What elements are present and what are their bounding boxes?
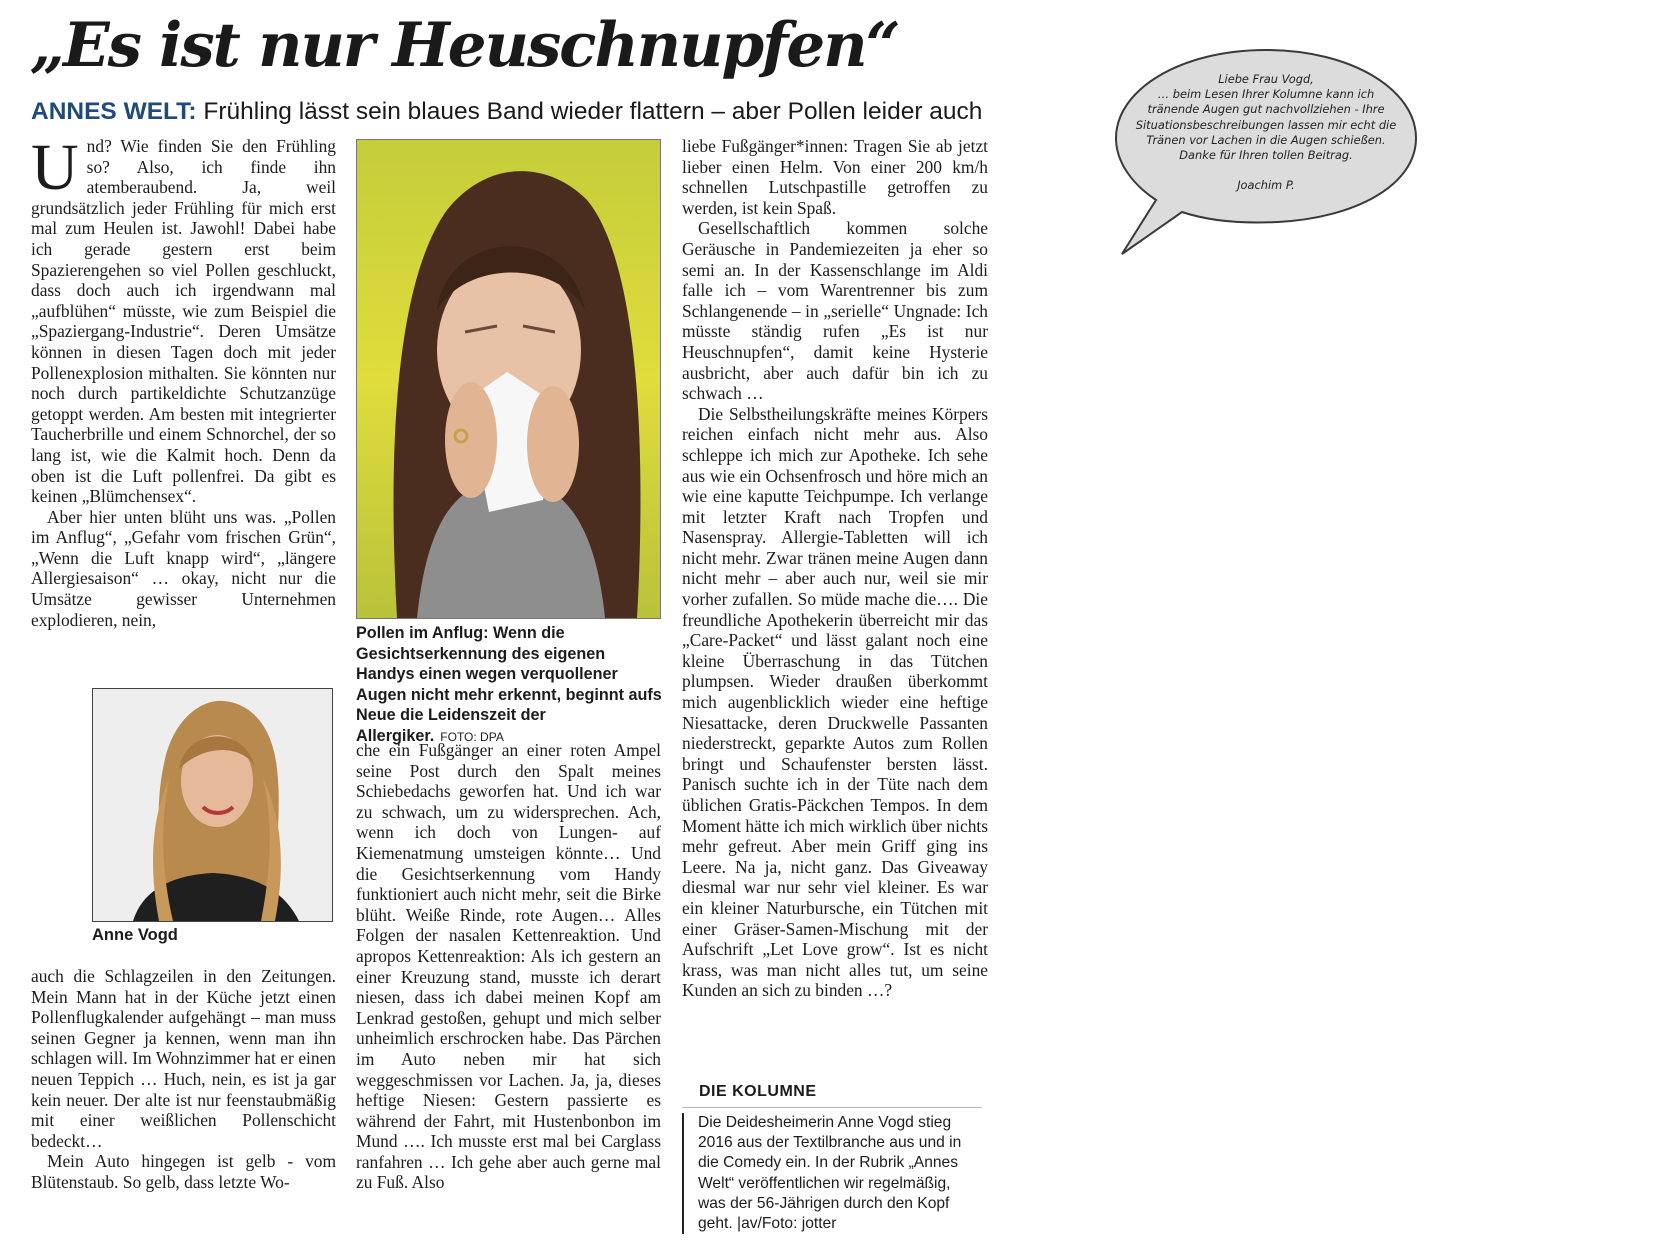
kolumne-text: Die Deidesheimerin Anne Vogd stieg 2016 aus der Textilbranche aus und in die Comedy ein. In der Rubrik „Annes Welt“ veröffentlichen wir regelmäßig, was der 56-Jährigen durch den Kopf geht.	[698, 1114, 962, 1233]
comment-signature: Joachim P.	[1237, 178, 1295, 193]
drop-cap: U	[31, 131, 79, 204]
kicker: ANNES WELT:	[31, 98, 197, 125]
main-photo	[356, 139, 661, 619]
author-portrait	[92, 688, 333, 922]
paragraph: liebe Fußgänger*innen: Tragen Sie ab jetzt lieber einen Helm. Von einer 200 km/h schnellen Lutschpastille getroffen zu werden, ist kein Spaß.	[682, 136, 988, 218]
portrait-name: Anne Vogd	[92, 926, 178, 944]
comment-line: Tränen vor Lachen in die Augen schießen.	[1146, 132, 1386, 147]
main-photo-image	[357, 140, 660, 618]
subline-text: Frühling lässt sein blaues Band wieder flattern – aber Pollen leider auch	[203, 98, 983, 125]
comment-line: Liebe Frau Vogd,	[1218, 72, 1314, 86]
subline	[31, 96, 1001, 128]
kolumne-credit: |av/Foto: jotter	[737, 1215, 837, 1233]
column-1-bottom	[31, 966, 336, 1193]
kolumne-info-box	[682, 1113, 982, 1234]
caption-credit: FOTO: DPA	[440, 729, 504, 744]
kolumne-rule	[682, 1107, 982, 1108]
paragraph: Und? Wie finden Sie den Frühling so? Also, ich finde ihn atemberaubend. Ja, weil grundsätzlich jeder Frühling für mich erst mal zum Heulen ist. Jawohl! Dabei habe ich gerade gestern erst beim Spazierengehen so viel Pollen geschluckt, dass doch auch ich irgendwann mal „aufblühen“ müsste, wie zum Beispiel die „Spaziergang-Industrie“. Deren Umsätze können in diesen Tagen doch mit jeder Pollenexplosion mithalten. Sie könnten nur noch durch partikeldichte Schutzanzüge getoppt werden. Am besten mit integrierter Taucherbrille und einem Schnorchel, der so lang ist, wie die Kalmit hoch. Denn da oben ist die Luft pollenfrei. Da gibt es keinen „Blümchensex“.	[31, 131, 336, 507]
comment-line: Danke für Ihren tollen Beitrag.	[1179, 148, 1353, 163]
paragraph: Aber hier unten blüht uns was. „Pollen im Anflug“, „Gefahr vom frischen Grün“, „Wenn die Luft knapp wird“, „längere Allergiesaison“ … okay, nicht nur die Umsätze gewisser Unternehmen explodieren, nein,	[31, 506, 336, 630]
column-3	[682, 136, 988, 1001]
paragraph: Die Selbstheilungskräfte meines Körpers reichen einfach nicht mehr aus. Also schleppe ich mich zur Apotheke. Ich sehe aus wie ein Ochsenfrosch und höre mich an wie eine kaputte Teichpumpe. Ich verlange mit letzter Kraft nach Tropfen und Nasenspray. Allergie-Tabletten will ich nicht mehr. Zwar tränen meine Augen dann nicht mehr – aber auch nur, weil sie mir vorher zufallen. So müde mache die…. Die freundliche Apothekerin überreicht mir das „Care-Packet“ und lässt galant noch eine kleine Überraschung in das Tütchen plumpsen. Wieder draußen überkommt mich augenblicklich wieder eine heftige Niesattacke, deren Druckwelle Passanten niederstreckt, geparkte Autos zum Rollen bringt und Schaufenster bersten lässt. Panisch suchte ich in der Tüte nach dem üblichen Gratis-Päckchen Tempos. In dem Moment hätte ich mich wirklich über nichts mehr gefreut. Aber mein Griff ging ins Leere. Na ja, nicht ganz. Das Giveaway diesmal war nur sehr viel kleiner. Es war ein kleiner Naturbursche, ein Tütchen mit einer Gräser-Samen-Mischung mit der Aufschrift „Let Love grow“. Ist es nicht krass, was man nicht alles tut, um seine Kunden an sich zu binden …?	[682, 403, 988, 1001]
paragraph: auch die Schlagzeilen in den Zeitungen. Mein Mann hat in der Küche jetzt einen Pollenflugkalender aufgehängt – man muss seinen Gegner ja kennen, wenn man ihn schlagen will. Im Wohnzimmer hat er einen neuen Teppich … Huch, nein, es ist ja gar kein neuer. Der alte ist nur feenstaubmäßig mit einer weißlichen Pollenschicht bedeckt…	[31, 966, 336, 1151]
paragraph: Gesellschaftlich kommen solche Geräusche in Pandemiezeiten ja eher so semi an. In der Kassenschlange im Aldi falle ich – vom Warentrenner bis zum Schlangenende – in „serielle“ Ungnade: Ich müsste ständig rufen „Es ist nur Heuschnupfen“, damit keine Hysterie ausbricht, aber auch dafür bin ich zu schwach …	[682, 218, 988, 404]
column-2	[356, 740, 661, 1193]
photo-caption	[356, 623, 662, 748]
caption-text: Pollen im Anflug: Wenn die Gesichtserkennung des eigenen Handys einen wegen verquollener Augen nicht mehr erkennt, beginnt aufs Neue die Leidenszeit der Allergiker.	[356, 624, 662, 745]
reader-comment	[1128, 72, 1404, 193]
kolumne-heading: DIE KOLUMNE	[699, 1083, 817, 1100]
paragraph: Mein Auto hingegen ist gelb - vom Blütenstaub. So gelb, dass letzte Wo-	[31, 1151, 336, 1192]
comment-line: tränende Augen gut nachvollziehen - Ihre	[1147, 102, 1385, 117]
comment-line: … beim Lesen Ihrer Kolumne kann ich	[1157, 87, 1375, 102]
author-portrait-image	[93, 689, 332, 921]
comment-line: Situationsbeschreibungen lassen mir echt die	[1135, 117, 1397, 132]
column-1-top	[31, 131, 336, 630]
paragraph: che ein Fußgänger an einer roten Ampel seine Post durch den Spalt meines Schiebedachs geworfen hat. Und ich war zu schwach, um zu widersprechen. Ach, wenn ich doch von Lungen- auf Kiemenatmung umsteigen könnte… Und die Gesichtserkennung vom Handy funktioniert auch nicht mehr, seit die Birke blüht. Weiße Rinde, rote Augen… Alles Folgen der nasalen Kettenreaktion. Und apropos Kettenreaktion: Als ich gestern an einer Kreuzung stand, musste ich derart niesen, dass ich dabei meinen Kopf am Lenkrad gestoßen, gehupt und mich selber unheimlich erschrocken habe. Das Pärchen im Auto neben mir hat sich weggeschmissen vor Lachen. Ja, ja, dieses heftige Niesen: Gestern passierte es während der Fahrt, mit Hustenbonbon im Mund …. Ich musste erst mal bei Carglass ranfahren … Ich gehe aber auch gerne mal zu Fuß. Also	[356, 740, 661, 1193]
headline: „Es ist nur Heuschnupfen“	[30, 10, 899, 81]
